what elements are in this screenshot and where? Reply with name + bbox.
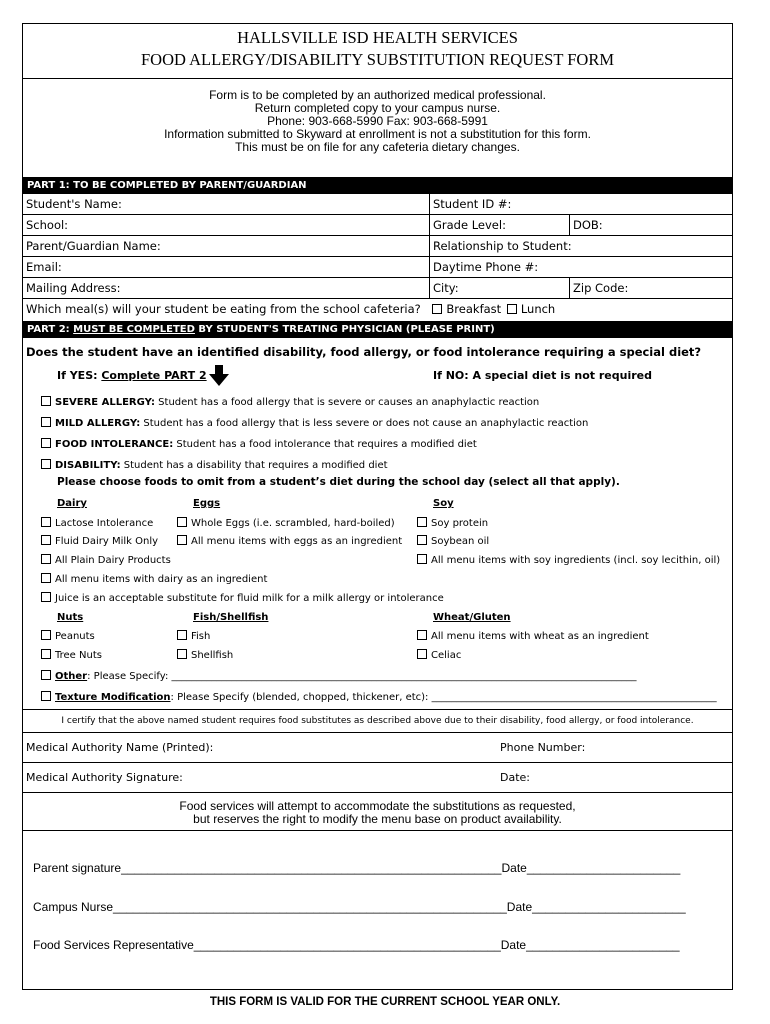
dob-field[interactable]: DOB: bbox=[573, 218, 603, 232]
part2-heading-post: BY STUDENT'S TREATING PHYSICIAN (PLEASE PRINT) bbox=[194, 324, 495, 335]
signature-date[interactable]: Date_______________________ bbox=[506, 900, 686, 914]
dairy-option: Lactose Intolerance bbox=[41, 517, 153, 529]
student-name-field[interactable]: Student's Name: bbox=[26, 197, 122, 211]
mailing-address-field[interactable]: Mailing Address: bbox=[26, 281, 121, 295]
soy-heading: Soy bbox=[433, 498, 454, 509]
wheat-heading: Wheat/Gluten bbox=[433, 612, 511, 623]
relationship-field[interactable]: Relationship to Student: bbox=[433, 239, 572, 253]
parent-signature-row[interactable] bbox=[33, 861, 680, 875]
food-services-rep-label: Food Services Representative bbox=[33, 938, 194, 952]
signature-line[interactable]: _________________________________________________________ bbox=[121, 861, 502, 875]
city-field[interactable]: City: bbox=[433, 281, 459, 295]
form-title-line1: HALLSVILLE ISD HEALTH SERVICES bbox=[237, 28, 518, 47]
part2-heading bbox=[23, 321, 732, 338]
mild-allergy-checkbox[interactable] bbox=[41, 417, 51, 427]
info-line: Information submitted to Skyward at enrollment is not a substitution for this form. bbox=[164, 127, 591, 141]
eggs-option: All menu items with eggs as an ingredient bbox=[177, 535, 402, 547]
info-line: Phone: 903-668-5990 Fax: 903-668-5991 bbox=[267, 114, 488, 128]
email-field[interactable]: Email: bbox=[26, 260, 62, 274]
if-no-text: If NO: A special diet is not required bbox=[433, 369, 652, 382]
eggs-heading: Eggs bbox=[193, 498, 221, 509]
parent-name-field[interactable]: Parent/Guardian Name: bbox=[26, 239, 161, 253]
divider bbox=[23, 762, 732, 763]
signature-line[interactable]: ______________________________________________ bbox=[193, 938, 501, 952]
if-yes-row bbox=[57, 369, 207, 382]
part1-heading: PART 1: TO BE COMPLETED BY PARENT/GUARDIAN bbox=[23, 177, 732, 194]
soy-option: Soybean oil bbox=[417, 535, 489, 547]
nuts-heading: Nuts bbox=[57, 612, 84, 623]
campus-nurse-label: Campus Nurse bbox=[33, 900, 114, 914]
certification-statement: I certify that the above named student requires food substitutes as described above due to their disability, food allergy, or food intolerance. bbox=[61, 716, 694, 726]
medical-name-field[interactable]: Medical Authority Name (Printed): bbox=[26, 741, 214, 754]
if-yes-action: Complete PART 2 bbox=[101, 369, 207, 382]
severe-allergy-checkbox[interactable] bbox=[41, 396, 51, 406]
option-checkbox[interactable] bbox=[41, 573, 51, 583]
arrow-down-icon bbox=[209, 365, 229, 386]
dairy-option: All Plain Dairy Products bbox=[41, 554, 171, 566]
meals-question: Which meal(s) will your student be eating from the school cafeteria? bbox=[26, 302, 421, 316]
soy-option: All menu items with soy ingredients (incl. soy lecithin, oil) bbox=[417, 554, 720, 566]
row-student-name bbox=[23, 194, 732, 215]
info-line: Form is to be completed by an authorized medical professional. bbox=[209, 88, 546, 102]
soy-option: Soy protein bbox=[417, 517, 488, 529]
texture-row bbox=[41, 691, 731, 703]
row-parent bbox=[23, 236, 732, 257]
dairy-option: Fluid Dairy Milk Only bbox=[41, 535, 158, 547]
signature-date[interactable]: Date_______________________ bbox=[501, 861, 681, 875]
nuts-option: Tree Nuts bbox=[41, 649, 102, 661]
student-id-field[interactable]: Student ID #: bbox=[433, 197, 512, 211]
breakfast-checkbox[interactable] bbox=[432, 304, 442, 314]
diet-question: Does the student have an identified disability, food allergy, or food intolerance requiring a special diet? bbox=[26, 345, 702, 359]
form-frame bbox=[22, 23, 733, 990]
texture-checkbox[interactable] bbox=[41, 691, 51, 701]
divider bbox=[23, 709, 732, 710]
if-yes-label: If YES: bbox=[57, 369, 102, 382]
school-field[interactable]: School: bbox=[26, 218, 69, 232]
meals-question-row bbox=[26, 302, 555, 316]
notice-line: but reserves the right to modify the menu base on product availability. bbox=[193, 812, 562, 826]
condition-disability: DISABILITY: Student has a disability that requires a modified diet bbox=[41, 455, 588, 476]
option-checkbox[interactable] bbox=[177, 517, 187, 527]
grade-level-field[interactable]: Grade Level: bbox=[433, 218, 506, 232]
option-checkbox[interactable] bbox=[41, 630, 51, 640]
info-block bbox=[23, 89, 732, 154]
row-email bbox=[23, 257, 732, 278]
condition-intolerance: FOOD INTOLERANCE: Student has a food intolerance that requires a modified diet bbox=[41, 434, 588, 455]
wheat-option: Celiac bbox=[417, 649, 461, 661]
option-checkbox[interactable] bbox=[41, 517, 51, 527]
fish-heading: Fish/Shellfish bbox=[193, 612, 269, 623]
divider bbox=[23, 78, 732, 79]
medical-phone-field[interactable]: Phone Number: bbox=[500, 741, 586, 754]
row-school bbox=[23, 215, 732, 236]
option-checkbox[interactable] bbox=[41, 554, 51, 564]
option-checkbox[interactable] bbox=[177, 535, 187, 545]
form-title-line2: FOOD ALLERGY/DISABILITY SUBSTITUTION REQUEST FORM bbox=[140, 50, 614, 69]
zip-code-field[interactable]: Zip Code: bbox=[573, 281, 629, 295]
divider bbox=[23, 792, 732, 793]
lunch-checkbox[interactable] bbox=[507, 304, 517, 314]
breakfast-label: Breakfast bbox=[446, 302, 502, 316]
conditions-list bbox=[41, 392, 588, 476]
option-checkbox[interactable] bbox=[417, 554, 427, 564]
other-row bbox=[41, 670, 731, 682]
medical-signature-field[interactable]: Medical Authority Signature: bbox=[26, 771, 183, 784]
wheat-option: All menu items with wheat as an ingredient bbox=[417, 630, 649, 642]
condition-severe: SEVERE ALLERGY: Student has a food allergy that is severe or causes an anaphylactic reaction bbox=[41, 392, 588, 413]
texture-specify[interactable]: : Please Specify (blended, chopped, thickener, etc): _________________________________________________________ bbox=[170, 692, 717, 703]
signature-line[interactable]: ___________________________________________________________ bbox=[113, 900, 507, 914]
option-checkbox[interactable] bbox=[417, 535, 427, 545]
food-services-rep-row[interactable] bbox=[33, 938, 680, 952]
disability-checkbox[interactable] bbox=[41, 459, 51, 469]
option-checkbox[interactable] bbox=[417, 630, 427, 640]
validity-footer: THIS FORM IS VALID FOR THE CURRENT SCHOOL YEAR ONLY. bbox=[209, 996, 561, 1008]
option-checkbox[interactable] bbox=[41, 592, 51, 602]
texture-label: Texture Modification bbox=[55, 692, 171, 703]
other-checkbox[interactable] bbox=[41, 670, 51, 680]
info-line: Return completed copy to your campus nurse. bbox=[254, 101, 501, 115]
dairy-heading: Dairy bbox=[57, 498, 87, 509]
choose-foods-instructions: Please choose foods to omit from a student’s diet during the school day (select all that apply). bbox=[57, 476, 620, 488]
option-checkbox[interactable] bbox=[177, 649, 187, 659]
option-checkbox[interactable] bbox=[41, 535, 51, 545]
food-services-notice bbox=[23, 800, 732, 826]
divider bbox=[23, 830, 732, 831]
nuts-option: Peanuts bbox=[41, 630, 95, 642]
option-checkbox[interactable] bbox=[417, 517, 427, 527]
option-checkbox[interactable] bbox=[41, 649, 51, 659]
campus-nurse-row[interactable] bbox=[33, 900, 686, 914]
notice-line: Food services will attempt to accommodate the substitutions as requested, bbox=[179, 799, 576, 813]
dairy-option: Juice is an acceptable substitute for fluid milk for a milk allergy or intolerance bbox=[41, 592, 444, 604]
option-checkbox[interactable] bbox=[417, 649, 427, 659]
daytime-phone-field[interactable]: Daytime Phone #: bbox=[433, 260, 539, 274]
fish-option: Fish bbox=[177, 630, 210, 642]
condition-mild: MILD ALLERGY: Student has a food allergy that is less severe or does not cause an anaphylactic reaction bbox=[41, 413, 588, 434]
parent-signature-label: Parent signature bbox=[33, 861, 122, 875]
other-specify[interactable]: : Please Specify: _____________________________________________________________________________________________ bbox=[87, 671, 637, 682]
food-intolerance-checkbox[interactable] bbox=[41, 438, 51, 448]
part2-heading-underlined: MUST BE COMPLETED bbox=[73, 324, 195, 335]
fish-option: Shellfish bbox=[177, 649, 233, 661]
part2-heading-pre: PART 2: bbox=[27, 324, 74, 335]
other-label: Other bbox=[55, 671, 88, 682]
info-line: This must be on file for any cafeteria dietary changes. bbox=[235, 140, 520, 154]
divider bbox=[23, 732, 732, 733]
row-mailing bbox=[23, 278, 732, 299]
signature-date[interactable]: Date_______________________ bbox=[500, 938, 680, 952]
medical-date-field[interactable]: Date: bbox=[500, 771, 530, 784]
option-checkbox[interactable] bbox=[177, 630, 187, 640]
dairy-option: All menu items with dairy as an ingredient bbox=[41, 573, 267, 585]
lunch-label: Lunch bbox=[520, 302, 556, 316]
eggs-option: Whole Eggs (i.e. scrambled, hard-boiled) bbox=[177, 517, 395, 529]
